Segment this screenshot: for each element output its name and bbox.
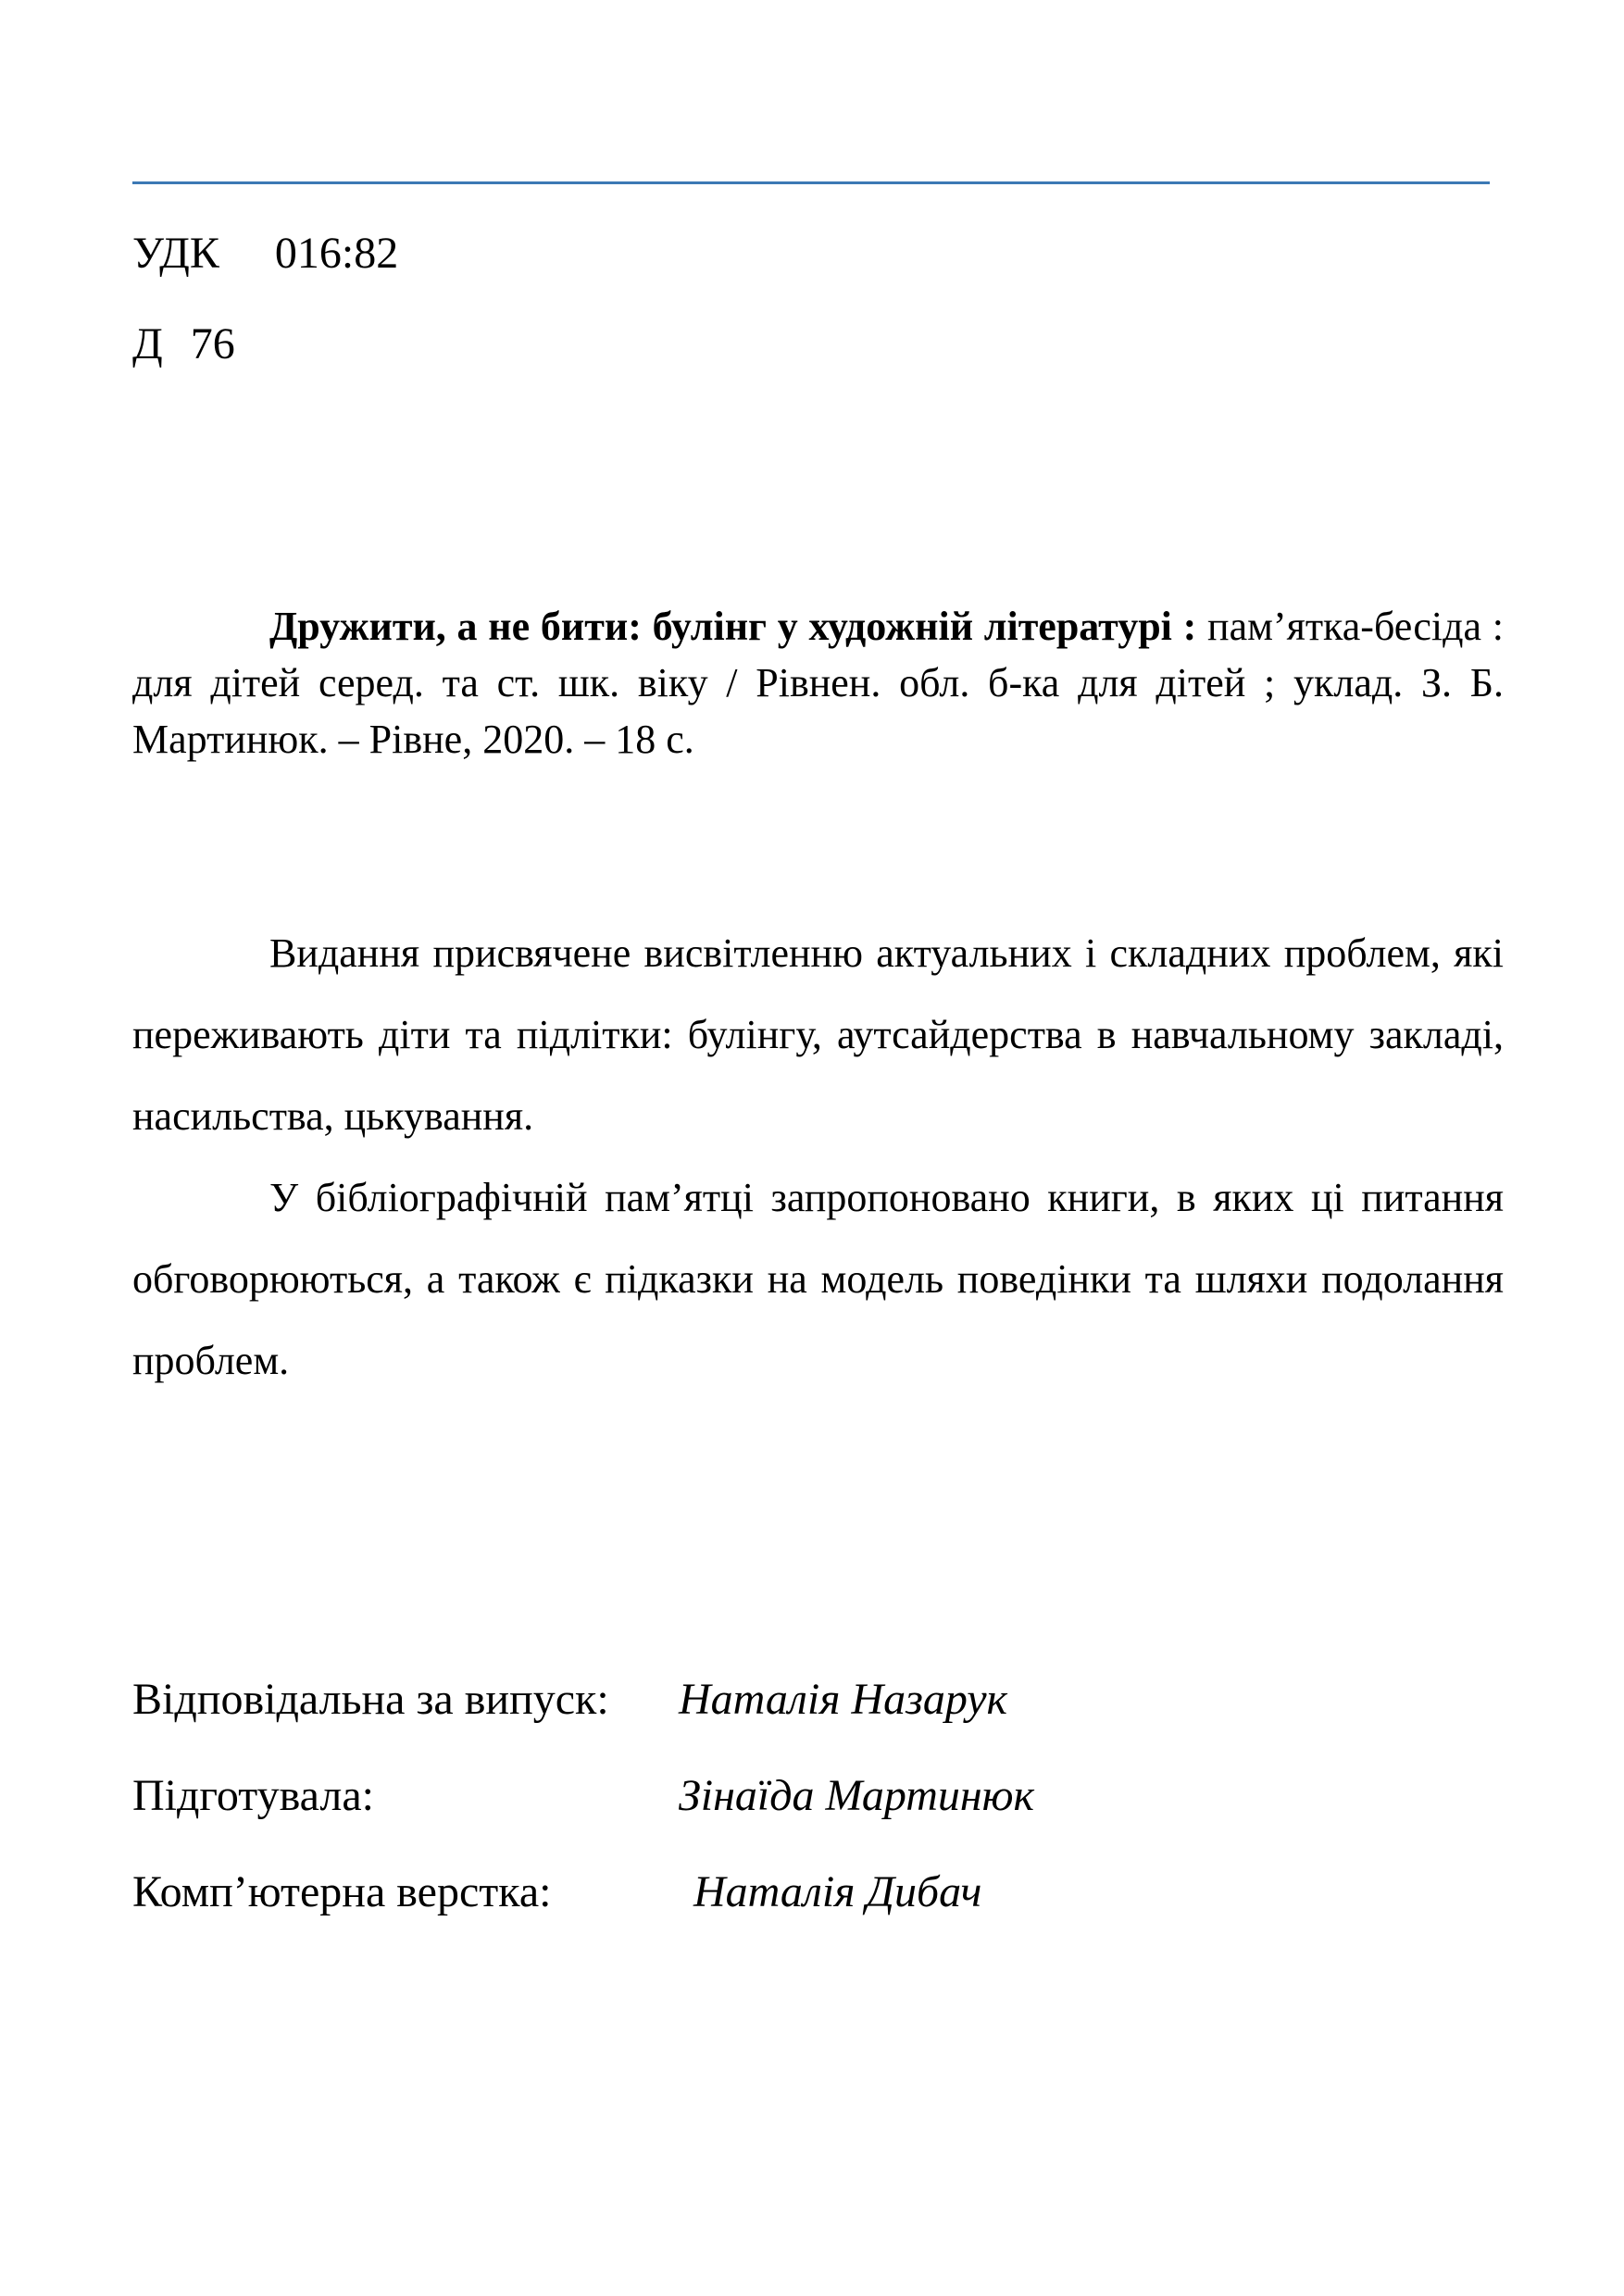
credit-role: Відповідальна за випуск: [132, 1675, 609, 1724]
annotation [132, 913, 1504, 1402]
udk-line [132, 226, 398, 281]
credit-person: Наталія Дибач [693, 1867, 982, 1916]
top-divider [132, 181, 1490, 184]
author-sign-code: 76 [190, 319, 235, 368]
bibliographic-record [132, 598, 1504, 767]
annotation-paragraph-1: Видання присвячене висвітленню актуальних і складних проблем, які переживають діти та підлітки: булінгу, аутсайдерства в навчальному закладі, насильства, цькування. [132, 930, 1504, 1139]
udk-code: 016:82 [274, 229, 399, 278]
udk-label: УДК [132, 229, 219, 278]
author-sign-label: Д [132, 319, 163, 368]
publication-description: пам’ятка-бесіда : для дітей серед. та ст. шк. віку / Рівнен. обл. б-ка для дітей ; уклад. З. Б. Мартинюк. – Рівне, 2020. – 18 с. [132, 604, 1505, 762]
credit-role: Комп’ютерна верстка: [132, 1867, 552, 1916]
credit-person: Зінаїда Мартинюк [679, 1771, 1034, 1820]
author-sign-line [132, 317, 235, 372]
annotation-paragraph-2: У бібліографічній пам’ятці запропоновано книги, в яких ці питання обговорюються, а також є підказки на модель поведінки та шляхи подолання проблем. [132, 1175, 1504, 1383]
credit-role: Підготувала: [132, 1771, 374, 1820]
credit-person: Наталія Назарук [679, 1675, 1008, 1724]
publication-title: Дружити, а не бити: булінг у художній літературі : [269, 604, 1197, 649]
